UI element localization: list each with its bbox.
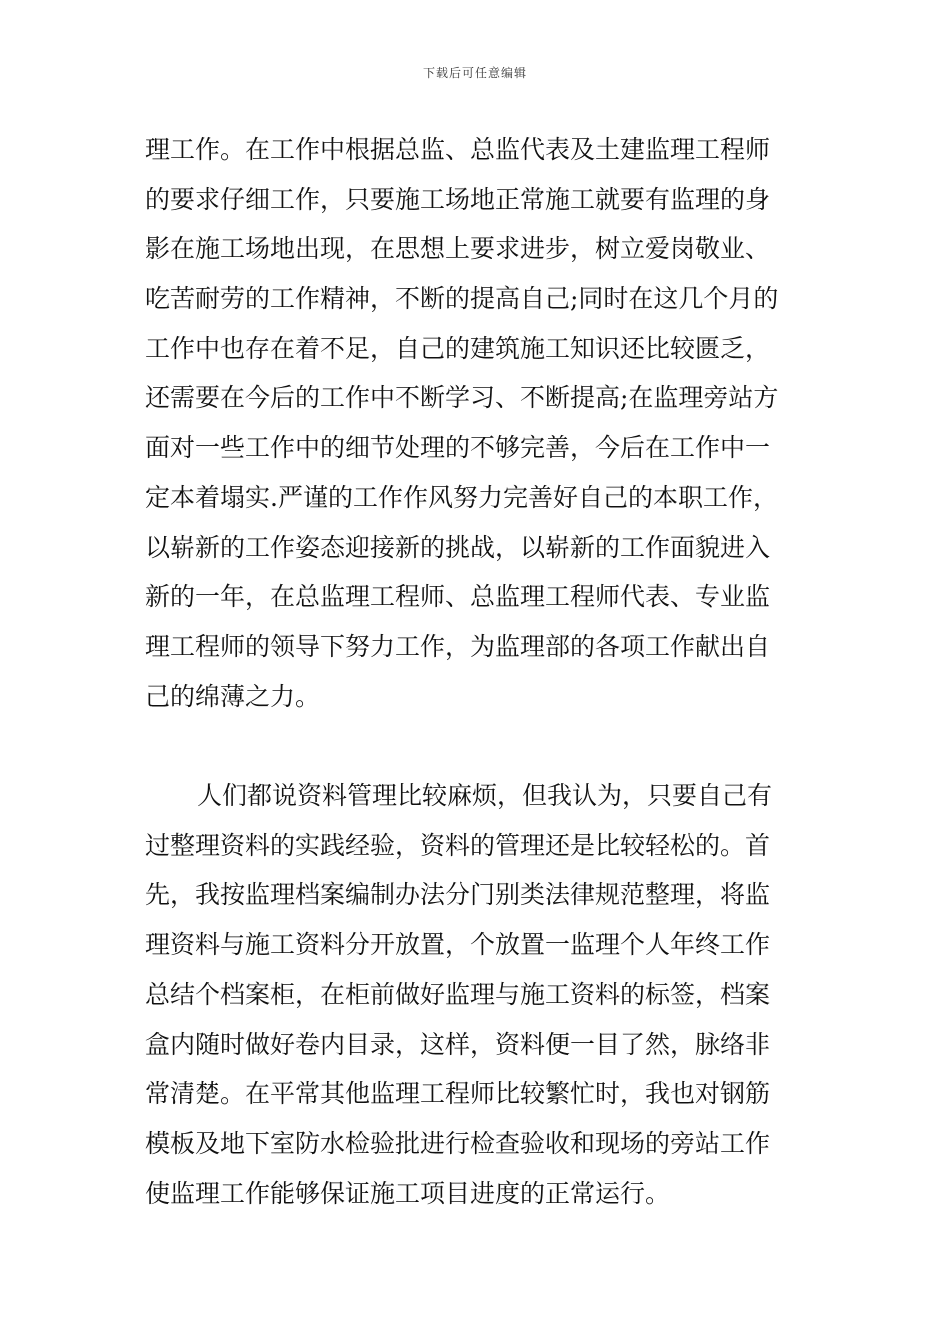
paragraph-line: 以崭新的工作姿态迎接新的挑战，以崭新的工作面貌进入 <box>145 533 771 562</box>
paragraph-line: 理工作。在工作中根据总监、总监代表及土建监理工程师 <box>145 135 771 164</box>
paragraph-line: 模板及地下室防水检验批进行检查验收和现场的旁站工作 <box>145 1129 771 1158</box>
paragraph-line: 面对一些工作中的细节处理的不够完善，今后在工作中一 <box>145 433 771 462</box>
paragraph-line: 工作中也存在着不足，自己的建筑施工知识还比较匮乏， <box>145 334 771 363</box>
paragraph-line: 总结个档案柜，在柜前做好监理与施工资料的标签，档案 <box>145 980 771 1009</box>
paragraph-line: 还需要在今后的工作中不断学习、不断提高;在监理旁站方 <box>145 383 779 412</box>
paragraph-line: 定本着塌实.严谨的工作作风努力完善好自己的本职工作， <box>145 483 778 512</box>
paragraph-line: 吃苦耐劳的工作精神，不断的提高自己;同时在这几个月的 <box>145 284 779 313</box>
paragraph-line: 理资料与施工资料分开放置，个放置一监理个人年终工作 <box>145 930 771 959</box>
paragraph-line: 新的一年，在总监理工程师、总监理工程师代表、专业监 <box>145 582 771 611</box>
paragraph-line: 常清楚。在平常其他监理工程师比较繁忙时，我也对钢筋 <box>145 1079 771 1108</box>
paragraph-line: 盒内随时做好卷内目录，这样，资料便一目了然，脉络非 <box>145 1030 771 1059</box>
paragraph-line: 理工程师的领导下努力工作，为监理部的各项工作献出自 <box>145 632 771 661</box>
paragraph-line: 己的绵薄之力。 <box>145 682 321 711</box>
header-note: 下载后可任意编辑 <box>422 66 527 80</box>
paragraph-line: 的要求仔细工作，只要施工场地正常施工就要有监理的身 <box>145 185 771 214</box>
paragraph-line: 过整理资料的实践经验，资料的管理还是比较轻松的。首 <box>145 831 771 860</box>
paragraph-line: 人们都说资料管理比较麻烦，但我认为，只要自己有 <box>197 781 773 810</box>
paragraph-line: 影在施工场地出现，在思想上要求进步，树立爱岗敬业、 <box>145 234 771 263</box>
paragraph-line: 使监理工作能够保证施工项目进度的正常运行。 <box>145 1179 671 1208</box>
paragraph-line: 先，我按监理档案编制办法分门别类法律规范整理，将监 <box>145 880 771 909</box>
